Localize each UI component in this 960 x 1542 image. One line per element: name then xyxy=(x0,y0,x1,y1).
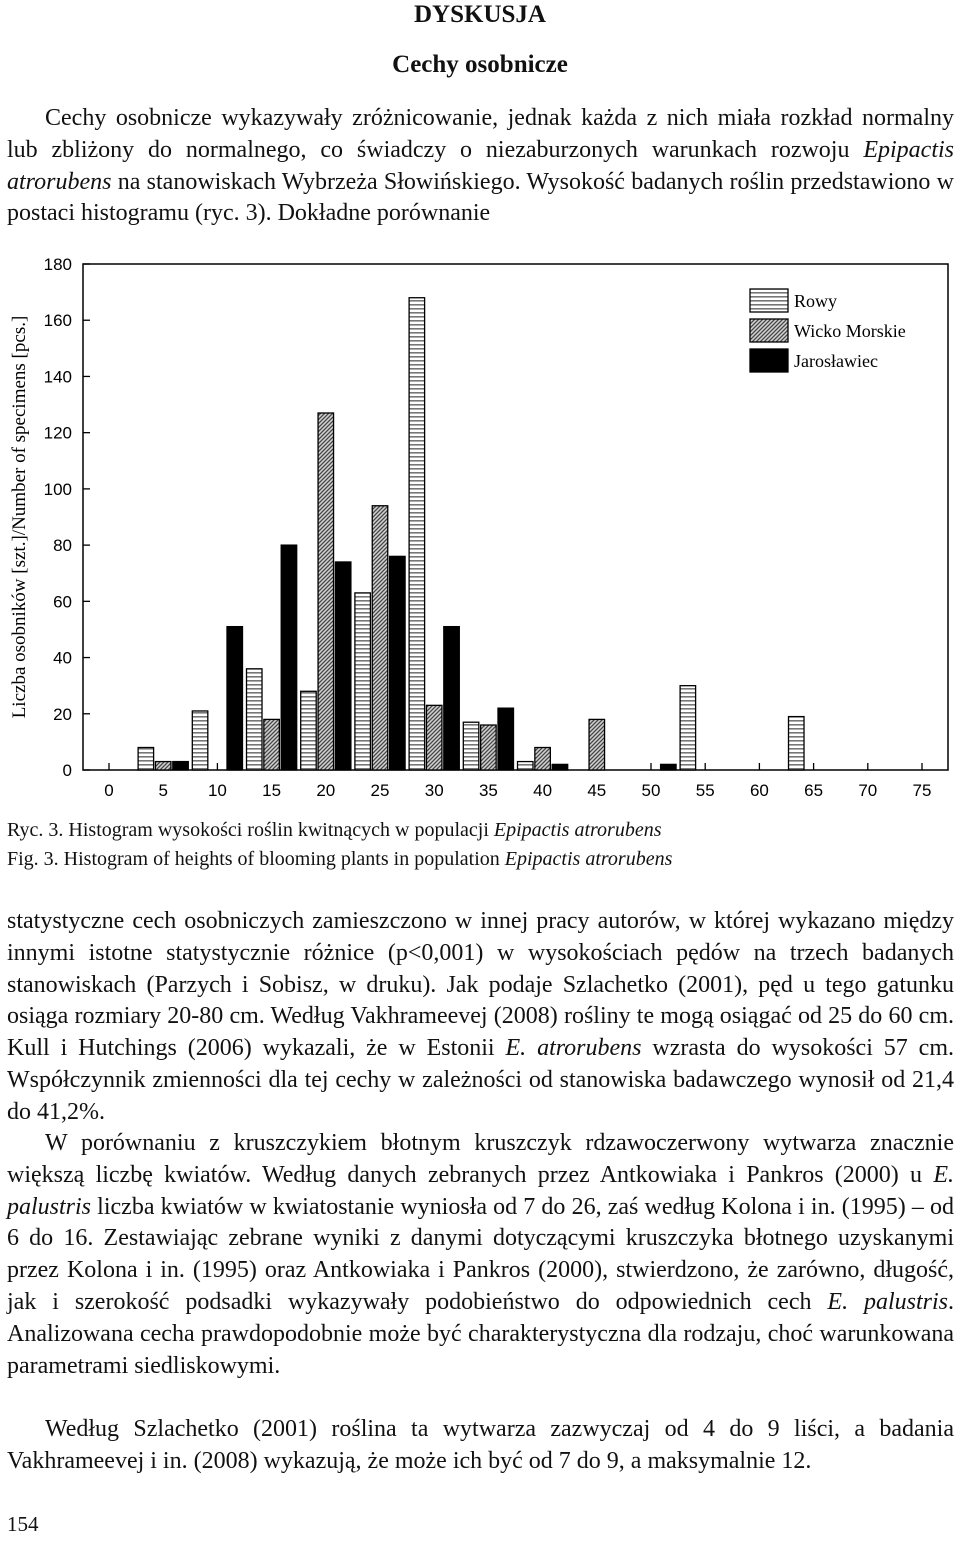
x-tick-label: 10 xyxy=(207,781,227,800)
bar-rowy-25 xyxy=(355,593,371,770)
paragraph-3 xyxy=(7,1128,954,1382)
legend-swatch xyxy=(750,319,788,342)
paragraph-4 xyxy=(7,1414,954,1478)
figure-caption-en xyxy=(7,845,672,873)
bar-wicko-morskie-5 xyxy=(155,762,171,770)
y-axis-label: Liczba osobników [szt.]/Number of specimens [pcs.] xyxy=(9,315,30,719)
x-tick-label: 15 xyxy=(262,781,282,800)
x-tick-label: 55 xyxy=(695,781,715,800)
figure-caption-pl xyxy=(7,816,662,844)
bar-rowy-10 xyxy=(192,711,208,770)
paragraph-2-text-a: statystyczne cech osobniczych zamieszczono w innej pracy autorów, w której wykazano między innymi istotne statystycznie różnice (p<0,001) w wysokościach pędów na trzech badanych stanowiskach (Parzych i Sobisz, w druku). Jak podaje Szlachetko (2001), pęd u tego gatunku osiąga rozmiary 20-80 cm. Według Vakhrameevej (2008) rośliny te mogą osiągać od 25 do 60 cm. Kull i Hutchings (2006) wykazali, że w Estonii xyxy=(7,908,954,1062)
bars xyxy=(138,298,804,770)
x-tick-label: 20 xyxy=(316,781,336,800)
bar-rowy-5 xyxy=(138,748,154,770)
x-tick-label: 30 xyxy=(424,781,444,800)
bar-jaros-awiec-25 xyxy=(390,556,406,770)
y-tick-label: 180 xyxy=(43,255,72,274)
bar-jaros-awiec-35 xyxy=(498,708,514,770)
x-tick-label: 0 xyxy=(104,781,114,800)
y-tick-label: 120 xyxy=(43,423,72,443)
paragraph-3-species-2: E. palustris xyxy=(827,1288,949,1315)
bar-wicko-morskie-20 xyxy=(318,413,334,770)
paragraph-4-text-a: Według Szlachetko (2001) roślina ta wytwarza zazwyczaj od 4 do 9 liści, a badania Vakhrameevej i in. (2008) wykazują, że może ich być od 7 do 9, a maksymalnie 12. xyxy=(7,1416,954,1474)
subsection-title: Cechy osobnicze xyxy=(392,51,568,78)
bar-wicko-morskie-35 xyxy=(481,725,497,770)
bar-jaros-awiec-40 xyxy=(552,764,568,770)
legend-label: Wicko Morskie xyxy=(794,321,906,341)
x-tick-label: 45 xyxy=(587,781,607,800)
bar-rowy-35 xyxy=(463,722,479,770)
paragraph-3-text-c: liczba kwiatów w kwiatostanie wyniosła od 7 do 26, zaś według Kolona i in. (1995) – od 6 do 16. Zestawiając zebrane wyniki z danymi dotyczącymi kruszczyka błotnego uzyskanymi przez Kolona i in. (1995) oraz Antkowiaka i Pankros (2000), stwierdzono, że zarówno, długość, jak i szerokość podsadki wykazywały podobieństwo do odpowiednich cech xyxy=(7,1193,954,1315)
bar-jaros-awiec-30 xyxy=(444,627,460,770)
legend-swatch xyxy=(750,289,788,312)
x-tick-label: 40 xyxy=(533,781,553,800)
paragraph-1-species: Epipactis atrorubens xyxy=(7,136,954,195)
y-tick-label: 80 xyxy=(53,536,72,556)
bar-jaros-awiec-10 xyxy=(227,627,243,770)
bar-jaros-awiec-20 xyxy=(335,562,351,770)
bar-wicko-morskie-25 xyxy=(372,506,388,770)
paragraph-2 xyxy=(7,906,954,1129)
bar-wicko-morskie-30 xyxy=(426,705,442,770)
page-number: 154 xyxy=(7,1512,39,1536)
x-tick-label: 75 xyxy=(912,781,932,800)
bar-wicko-morskie-45 xyxy=(589,719,605,770)
y-tick-label: 140 xyxy=(43,367,72,387)
y-tick-label: 0 xyxy=(62,761,72,780)
bar-wicko-morskie-40 xyxy=(535,748,551,770)
y-tick-label: 40 xyxy=(53,648,72,668)
paragraph-3-text-a: W porównaniu z kruszczykiem błotnym kruszczyk rdzawoczerwony wytwarza znacznie większą liczbę kwiatów. Według danych zebranych przez Antkowiaka i Pankros (2000) u xyxy=(7,1130,954,1188)
y-tick-label: 20 xyxy=(53,704,72,724)
bar-jaros-awiec-15 xyxy=(281,545,297,770)
x-tick-label: 5 xyxy=(158,781,168,800)
bar-rowy-20 xyxy=(301,691,317,770)
bar-rowy-65 xyxy=(789,717,805,770)
section-title: DYSKUSJA xyxy=(414,1,546,28)
x-tick-label: 65 xyxy=(804,781,824,800)
bar-rowy-40 xyxy=(518,762,534,770)
caption-en-text: Fig. 3. Histogram of heights of blooming plants in population xyxy=(7,848,505,870)
x-tick-label: 35 xyxy=(478,781,498,800)
x-tick-label: 70 xyxy=(858,781,878,800)
legend-label: Jarosławiec xyxy=(794,351,878,371)
paragraph-2-species: E. atrorubens xyxy=(505,1035,642,1062)
bar-rowy-30 xyxy=(409,298,425,770)
paragraph-1-text-a: Cechy osobnicze wykazywały zróżnicowanie, jednak każda z nich miała rozkład normalny lub zbliżony do normalnego, co świadczy o niezaburzonych warunkach rozwoju xyxy=(7,105,954,163)
paragraph-1-text-c: na stanowiskach Wybrzeża Słowińskiego. Wysokość badanych roślin przedstawiono w postaci histogramu (ryc. 3). Dokładne porównanie xyxy=(7,168,954,227)
x-tick-label: 50 xyxy=(641,781,661,800)
legend xyxy=(750,289,906,372)
legend-swatch xyxy=(750,349,788,372)
bar-jaros-awiec-5 xyxy=(173,762,189,770)
y-axis-title xyxy=(9,316,30,719)
histogram-chart xyxy=(0,250,960,810)
bar-jaros-awiec-50 xyxy=(661,764,677,770)
paragraph-2-text-c: wzrasta do wysokości 57 cm. Współczynnik zmienności dla tej cechy w zależności od stanowiska badawczego wynosił od 21,4 do 41,2%. xyxy=(7,1035,954,1125)
x-tick-label: 25 xyxy=(370,781,390,800)
legend-label: Rowy xyxy=(794,291,838,311)
y-tick-label: 60 xyxy=(53,592,72,612)
bar-wicko-morskie-15 xyxy=(264,719,280,770)
bar-rowy-15 xyxy=(247,669,262,770)
paragraph-3-text-e: . Analizowana cecha prawdopodobnie może być charakterystyczna dla rodzaju, choć warunkowana parametrami siedliskowymi. xyxy=(7,1288,955,1379)
y-tick-label: 160 xyxy=(43,311,72,331)
caption-en-species: Epipactis atrorubens xyxy=(504,848,673,870)
x-tick-label: 60 xyxy=(749,781,769,800)
bar-rowy-55 xyxy=(680,686,696,770)
caption-pl-text: Ryc. 3. Histogram wysokości roślin kwitnących w populacji xyxy=(7,819,494,841)
y-tick-label: 100 xyxy=(43,479,72,499)
caption-pl-species: Epipactis atrorubens xyxy=(493,819,662,841)
paragraph-1 xyxy=(7,103,954,230)
paragraph-3-species-1: E. palustris xyxy=(7,1161,954,1220)
